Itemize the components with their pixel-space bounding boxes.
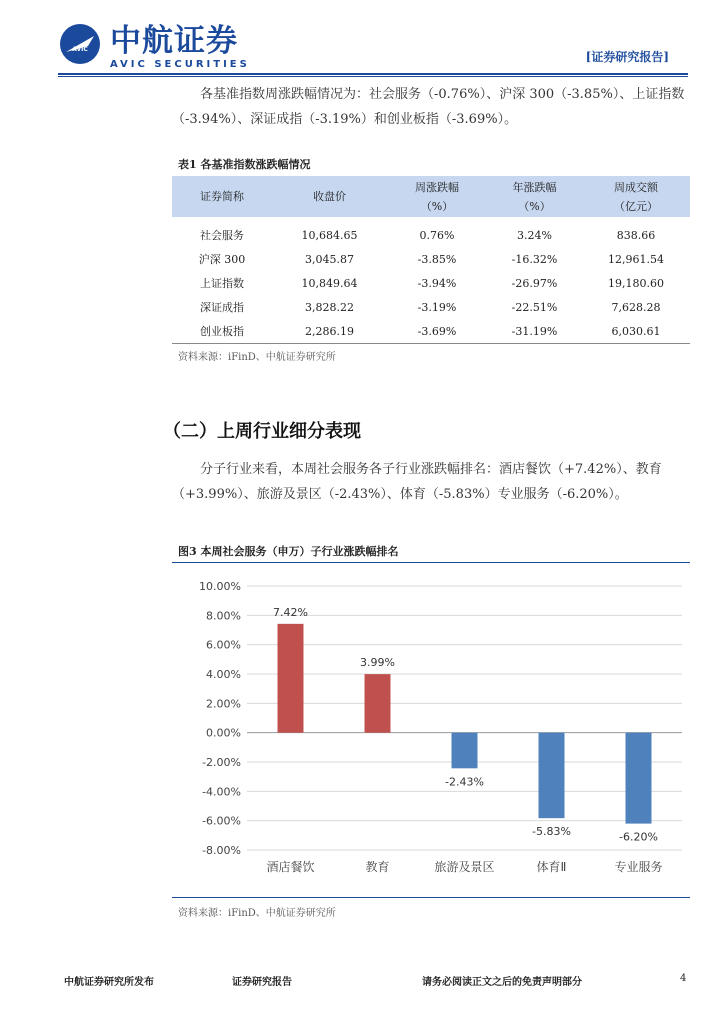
brand-name-cn: 中航证券	[110, 23, 238, 59]
table-row	[172, 271, 690, 295]
table-header-cell: 年涨跌幅 （%）	[487, 176, 582, 217]
table-caption: 表1 各基准指数涨跌幅情况	[178, 158, 311, 171]
y-tick-label: -4.00%	[202, 785, 241, 799]
table-cell: 12,961.54	[608, 252, 664, 266]
table-header-cell: 周涨跌幅 （%）	[387, 176, 487, 217]
avic-logo-icon	[58, 22, 102, 66]
y-tick-label: 8.00%	[206, 609, 241, 623]
footer-report-type: 证券研究报告	[232, 977, 292, 988]
table-cell: -3.85%	[417, 252, 457, 266]
table-cell: 3,045.87	[305, 252, 354, 266]
bar-3	[452, 733, 478, 769]
x-tick-label: 酒店餐饮	[266, 860, 315, 874]
x-tick-label: 专业服务	[614, 860, 663, 874]
bar-1	[278, 624, 304, 733]
y-tick-label: 0.00%	[206, 726, 241, 740]
table-cell: -26.97%	[511, 276, 558, 290]
figure-source: 资料来源：iFinD、中航证券研究所	[178, 908, 336, 919]
y-tick-label: 10.00%	[199, 580, 241, 593]
table-cell: 3.24%	[517, 228, 552, 242]
table-source: 资料来源：iFinD、中航证券研究所	[178, 352, 336, 363]
table-cell: 838.66	[616, 228, 656, 242]
table-header-cell: 收盘价	[272, 176, 387, 217]
table-cell: -16.32%	[511, 252, 558, 266]
table-cell: 深证成指	[200, 301, 244, 314]
report-type-tag: [证券研究报告]	[585, 50, 669, 64]
brand-name-en: AVIC SECURITIES	[110, 59, 250, 70]
table-cell: -3.69%	[387, 319, 487, 344]
table-cell: 0.76%	[419, 228, 455, 242]
table-cell: 10,684.65	[301, 228, 358, 242]
index-performance-table	[172, 176, 690, 344]
bar-5	[626, 733, 652, 824]
table-cell: -3.94%	[417, 276, 457, 290]
y-tick-label: 2.00%	[206, 697, 241, 711]
y-tick-label: 6.00%	[206, 638, 241, 652]
table-cell: 6,030.61	[582, 319, 690, 344]
x-tick-label: 教育	[365, 860, 390, 874]
table-cell: 上证指数	[200, 277, 244, 290]
figure-bottom-rule	[172, 897, 690, 898]
figure-top-rule	[172, 562, 690, 563]
svg-text:AVIC: AVIC	[72, 46, 88, 53]
header-divider-thin	[58, 76, 688, 77]
figure-caption: 图3 本周社会服务（申万）子行业涨跌幅排名	[178, 545, 399, 558]
x-tick-label: 体育Ⅱ	[536, 860, 567, 874]
subindustry-bar-chart	[172, 568, 690, 898]
data-label: -6.20%	[619, 830, 658, 844]
section-paragraph: 分子行业来看，本周社会服务各子行业涨跌幅排名：酒店餐饮（+7.42%）、教育（+3.99%）、旅游及景区（-2.43%）、体育（-5.83%）专业服务（-6.20%）。	[172, 462, 662, 502]
table-cell: 7,628.28	[611, 300, 661, 314]
y-tick-label: -8.00%	[202, 844, 241, 857]
x-tick-label: 旅游及景区	[434, 860, 495, 874]
y-tick-label: -2.00%	[202, 756, 241, 769]
table-cell: -3.19%	[417, 300, 457, 314]
data-label: 3.99%	[360, 656, 395, 670]
table-cell: 10,849.64	[301, 276, 358, 290]
data-label: 7.42%	[273, 605, 308, 619]
table-row	[172, 295, 690, 319]
index-table-container	[172, 176, 690, 344]
footer-publisher: 中航证券研究所发布	[64, 977, 154, 988]
bar-2	[365, 674, 391, 733]
footer-disclaimer: 请务必阅读正文之后的免责声明部分	[422, 977, 582, 988]
y-tick-label: -6.00%	[202, 814, 241, 828]
bar-4	[539, 733, 565, 819]
section-title: （二）上周行业细分表现	[163, 421, 361, 442]
page-number: 4	[680, 973, 687, 984]
table-cell: -31.19%	[487, 319, 582, 344]
table-header-cell: 证券简称	[172, 176, 272, 217]
table-row	[172, 217, 690, 247]
table-header-row	[172, 176, 690, 217]
company-logo	[58, 22, 258, 72]
table-cell: 2,286.19	[272, 319, 387, 344]
table-row	[172, 319, 690, 344]
table-cell: 创业板指	[172, 319, 272, 344]
table-cell: -22.51%	[511, 300, 558, 314]
data-label: -5.83%	[532, 825, 571, 839]
table-cell: 沪深 300	[198, 253, 246, 266]
table-cell: 社会服务	[200, 229, 244, 242]
table-cell: 19,180.60	[608, 276, 664, 290]
y-tick-label: 4.00%	[206, 668, 241, 681]
intro-paragraph: 各基准指数周涨跌幅情况为：社会服务（-0.76%）、沪深 300（-3.85%）、上证指数（-3.94%）、深证成指（-3.19%）和创业板指（-3.69%）。	[172, 87, 685, 127]
table-cell: 3,828.22	[305, 300, 354, 314]
header-divider	[58, 73, 688, 75]
table-row	[172, 247, 690, 271]
data-label: -2.43%	[445, 775, 484, 789]
table-header-cell: 周成交额 （亿元）	[582, 176, 690, 217]
